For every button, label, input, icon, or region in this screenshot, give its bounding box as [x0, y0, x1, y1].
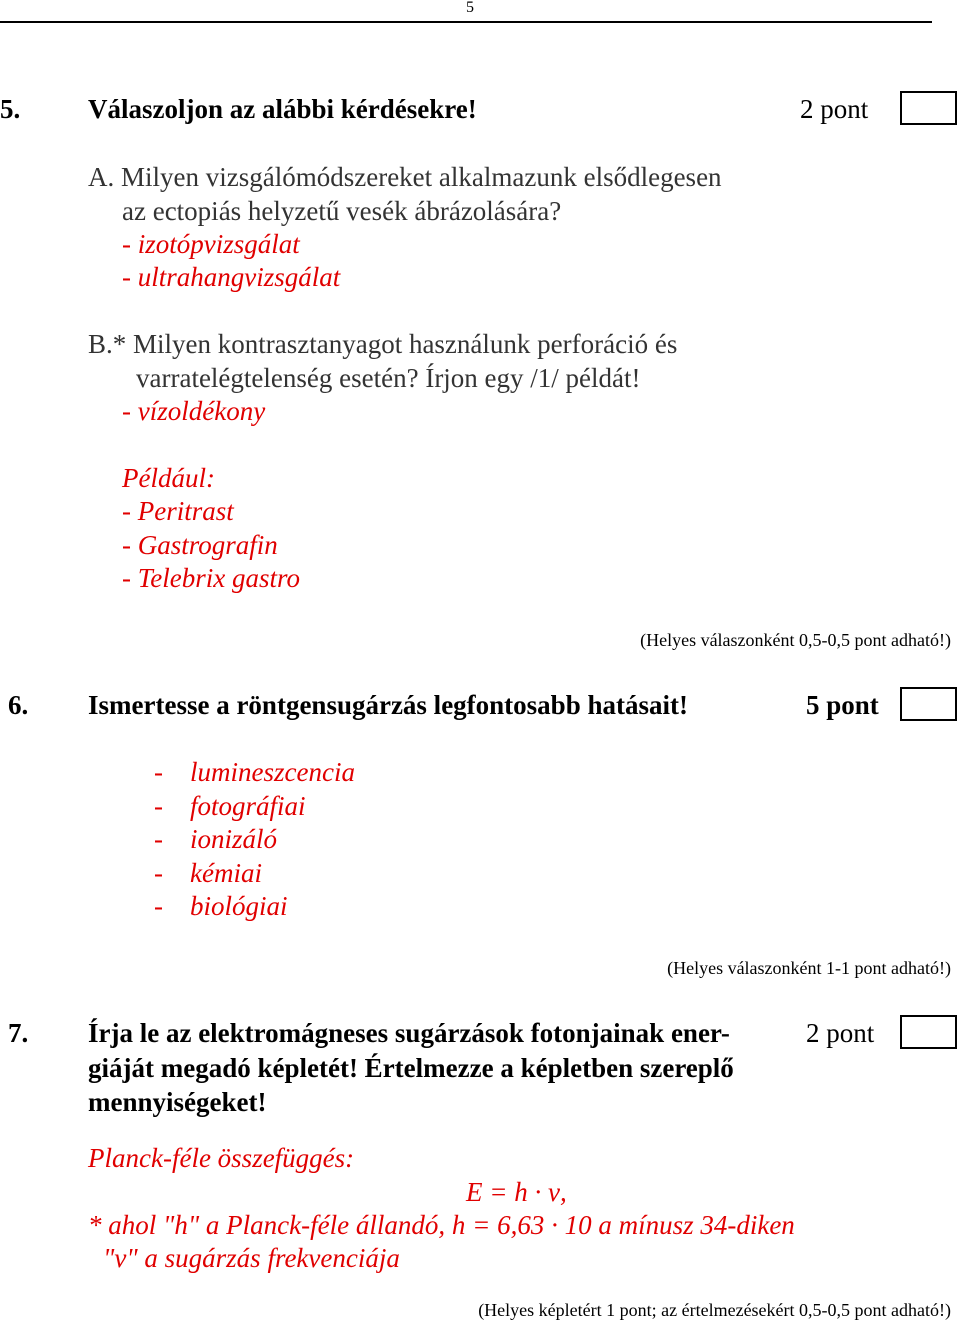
q5b-question-line2: varratelégtelenség esetén? Írjon egy /1/ példát! — [136, 363, 641, 393]
q7-explanation-line2: "ν" a sugárzás frekvenciája — [103, 1243, 400, 1273]
q6-answer-dash: - — [154, 791, 163, 821]
q7-score-box[interactable] — [900, 1015, 957, 1049]
q5b-example: - Gastrografin — [122, 530, 278, 560]
q5b-question-line1: B.* Milyen kontrasztanyagot használunk perforáció és — [88, 329, 678, 359]
q6-title: Ismertesse a röntgensugárzás legfontosabb hatásait! — [88, 690, 688, 720]
q6-answer: kémiai — [190, 858, 262, 888]
q5-scoring-note: (Helyes válaszonként 0,5-0,5 pont adható!) — [640, 630, 951, 650]
page-number: 5 — [466, 0, 474, 16]
q6-scoring-note: (Helyes válaszonként 1-1 pont adható!) — [667, 958, 951, 978]
q5b-example: - Peritrast — [122, 496, 234, 526]
q5b-answer: - vízoldékony — [122, 396, 266, 426]
q5-score-box[interactable] — [900, 91, 957, 125]
q6-answer: lumineszcencia — [190, 757, 355, 787]
q7-title-line2: giáját megadó képletét! Értelmezze a képletben szereplő — [88, 1053, 734, 1083]
q5a-answer: - ultrahangvizsgálat — [122, 262, 341, 292]
q7-scoring-note: (Helyes képletért 1 pont; az értelmezésekért 0,5-0,5 pont adható!) — [478, 1300, 951, 1320]
q6-answer-dash: - — [154, 757, 163, 787]
q6-answer-dash: - — [154, 824, 163, 854]
q5-number: 5. — [0, 94, 21, 124]
q7-answer-label: Planck-féle összefüggés: — [88, 1143, 355, 1173]
q5a-question-line2: az ectopiás helyzetű vesék ábrázolására? — [122, 196, 562, 226]
q7-title-line3: mennyiségeket! — [88, 1087, 267, 1117]
q6-number: 6. — [8, 690, 29, 720]
q7-title-line1: Írja le az elektromágneses sugárzások fotonjainak ener- — [88, 1018, 730, 1048]
q7-points: 2 pont — [806, 1018, 875, 1048]
q5-title: Válaszoljon az alábbi kérdésekre! — [88, 94, 477, 124]
q6-answer-dash: - — [154, 858, 163, 888]
q6-score-box[interactable] — [900, 687, 957, 721]
q5b-example-label: Például: — [122, 463, 215, 493]
q5a-question-line1: A. Milyen vizsgálómódszereket alkalmazunk elsődlegesen — [88, 162, 722, 192]
q6-answer-dash: - — [154, 891, 163, 921]
q7-explanation-line1: * ahol "h" a Planck-féle állandó, h = 6,63 · 10 a mínusz 34-diken — [88, 1210, 795, 1240]
q5-points: 2 pont — [800, 94, 869, 124]
q6-points: 5 pont — [806, 690, 879, 720]
q5b-example: - Telebrix gastro — [122, 563, 301, 593]
q6-answer: biológiai — [190, 891, 288, 921]
q7-number: 7. — [8, 1018, 29, 1048]
q5a-answer: - izotópvizsgálat — [122, 229, 300, 259]
q7-formula: E = h · ν, — [466, 1177, 567, 1207]
header-rule — [0, 21, 932, 23]
q6-answer: ionizáló — [190, 824, 278, 854]
q6-answer: fotográfiai — [190, 791, 306, 821]
